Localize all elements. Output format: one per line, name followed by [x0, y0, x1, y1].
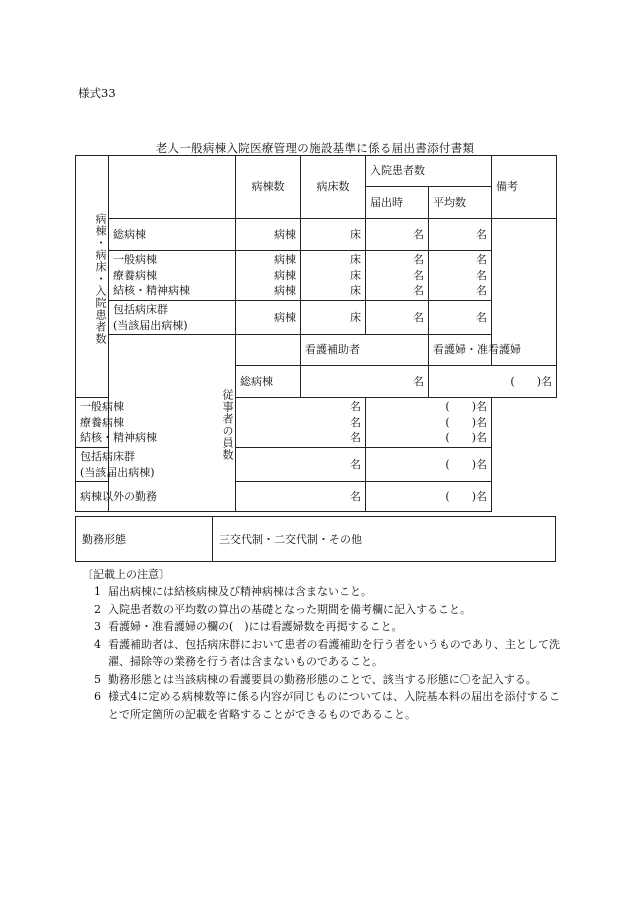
beds-cell: 床 — [301, 219, 366, 251]
note-item: 6 様式4に定める病棟数等に係る内容が同じものについては、入院基本料の届出を添付することで所定箇所の記載を省略することができるものであること。 — [94, 690, 560, 721]
wards-cell: 病棟 — [236, 301, 301, 335]
header-blank — [236, 335, 301, 366]
header-notified: 届出時 — [366, 187, 429, 219]
notified-cell: 名 — [366, 219, 429, 251]
table-row — [76, 219, 557, 251]
nurse-cell: ( )名 — [366, 448, 492, 482]
work-pattern-label: 勤務形態 — [76, 517, 213, 562]
notes-section — [82, 566, 560, 723]
row-label: 一般病棟 療養病棟 結核・精神病棟 — [76, 398, 109, 448]
work-pattern-table — [75, 516, 556, 562]
nurse-cell: ( )名 ( )名 ( )名 — [366, 398, 492, 448]
section-label-patients: 病棟・病床・入院患者数 — [76, 156, 109, 398]
note-item: 4 看護補助者は、包括病床群において患者の看護補助を行う者をいうものであり、主として洗濯、掃除等の業務を行う者は含まないものであること。 — [94, 637, 560, 668]
facility-table — [75, 155, 557, 512]
header-average: 平均数 — [429, 187, 492, 219]
work-pattern-options[interactable]: 三交代制・二交代制・その他 — [213, 517, 556, 562]
aide-cell: 名 名 名 — [236, 398, 366, 448]
row-label: 包括病床群 (当該届出病棟) — [109, 301, 236, 335]
header-patients: 入院患者数 — [366, 156, 492, 187]
header-blank — [109, 156, 236, 219]
header-remarks: 備考 — [492, 156, 557, 219]
notified-cell: 名 — [366, 301, 429, 335]
row-label: 一般病棟 療養病棟 結核・精神病棟 — [109, 251, 236, 301]
notified-cell: 名 名 名 — [366, 251, 429, 301]
row-label: 総病棟 — [109, 219, 236, 251]
beds-cell: 床 — [301, 301, 366, 335]
average-cell: 名 — [429, 219, 492, 251]
header-beds: 病床数 — [301, 156, 366, 219]
note-item: 5 勤務形態とは当該病棟の看護要員の勤務形態のことで、該当する形態に〇を記入する。 — [94, 672, 537, 686]
beds-cell: 床 床 床 — [301, 251, 366, 301]
table-row — [76, 335, 557, 366]
average-cell: 名 — [429, 301, 492, 335]
nurse-cell: ( )名 — [366, 482, 492, 512]
header-wards: 病棟数 — [236, 156, 301, 219]
row-label: 病棟以外の勤務 — [76, 482, 109, 512]
aide-cell: 名 — [236, 482, 366, 512]
aide-cell: 名 — [236, 448, 366, 482]
notes-title: 〔記載上の注意〕 — [82, 568, 170, 581]
header-nurse: 看護婦・准看護婦 — [429, 335, 557, 366]
section-label-staff: 従事者の員数 — [109, 335, 236, 512]
aide-cell: 名 — [301, 366, 429, 398]
note-item: 2 入院患者数の平均数の算出の基礎となった期間を備考欄に記入すること。 — [94, 602, 471, 616]
note-item: 3 看護婦・准看護婦の欄の( )には看護婦数を再掲すること。 — [94, 620, 403, 633]
nurse-cell: ( )名 — [429, 366, 557, 398]
form-code: 様式33 — [78, 86, 116, 100]
wards-cell: 病棟 病棟 病棟 — [236, 251, 301, 301]
row-label: 包括病床群 (当該届出病棟) — [76, 448, 109, 482]
average-cell: 名 名 名 — [429, 251, 492, 301]
wards-cell: 病棟 — [236, 219, 301, 251]
document-title: 老人一般病棟入院医療管理の施設基準に係る届出書添付書類 — [155, 141, 475, 155]
table-row — [76, 251, 557, 301]
row-label: 総病棟 — [236, 366, 301, 398]
table-row — [76, 301, 557, 335]
note-item: 1 届出病棟には結核病棟及び精神病棟は含まないこと。 — [94, 585, 372, 598]
header-aide: 看護補助者 — [301, 335, 429, 366]
